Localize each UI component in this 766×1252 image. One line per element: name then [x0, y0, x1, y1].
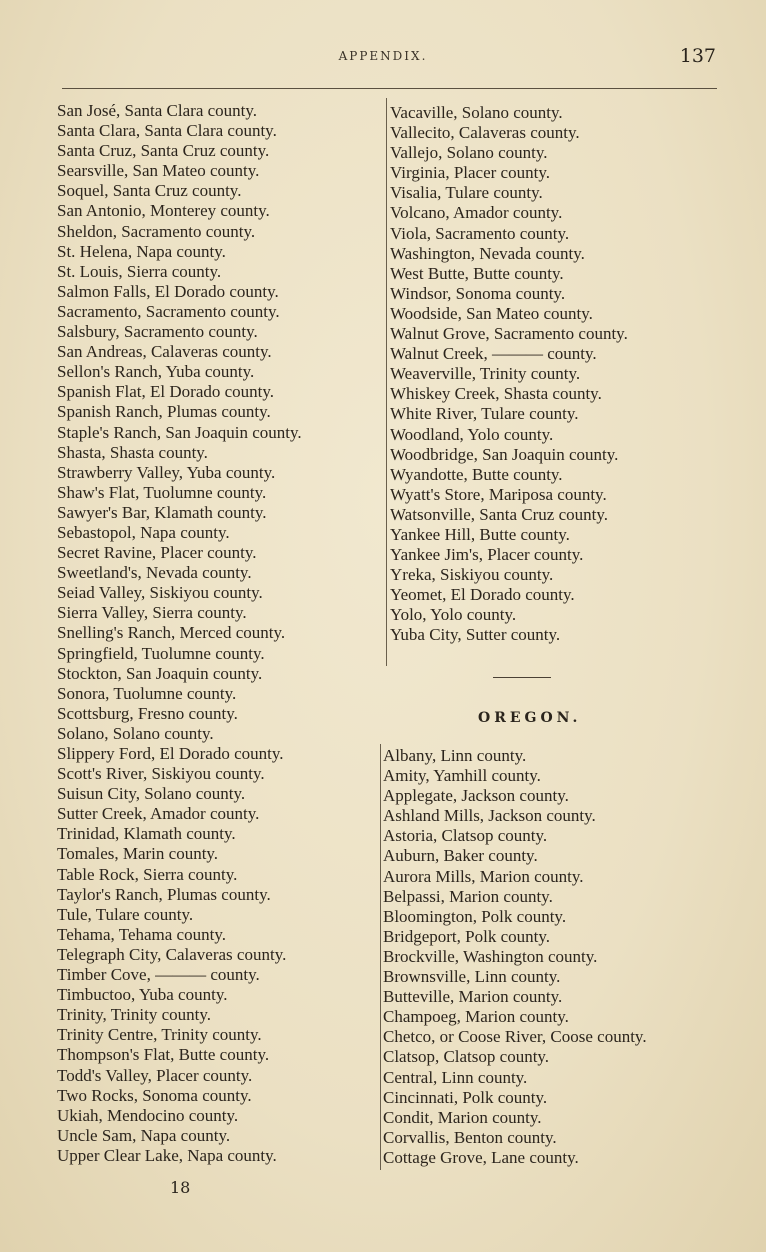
post-office-entry: Staple's Ranch, San Joaquin county.: [57, 422, 302, 442]
signature-mark: 18: [170, 1178, 191, 1197]
post-office-entry: Sebastopol, Napa county.: [57, 522, 230, 542]
post-office-entry: Two Rocks, Sonoma county.: [57, 1085, 252, 1105]
post-office-entry: Seiad Valley, Siskiyou county.: [57, 583, 263, 603]
post-office-entry: Vallecito, Calaveras county.: [390, 123, 580, 143]
post-office-entry: Sawyer's Bar, Klamath county.: [57, 502, 267, 522]
post-office-entry: Uncle Sam, Napa county.: [57, 1125, 231, 1145]
post-office-entry: Yankee Hill, Butte county.: [390, 524, 570, 544]
post-office-entry: Astoria, Clatsop county.: [383, 826, 548, 846]
post-office-entry: Tomales, Marin county.: [57, 844, 219, 864]
post-office-entry: Yankee Jim's, Placer county.: [390, 545, 584, 565]
column-divider-top: [386, 98, 387, 666]
post-office-entry: Todd's Valley, Placer county.: [57, 1065, 253, 1085]
right-column-list-california: [390, 103, 628, 646]
post-office-entry: Cottage Grove, Lane county.: [383, 1147, 579, 1167]
post-office-entry: Corvallis, Benton county.: [383, 1127, 557, 1147]
post-office-entry: Vacaville, Solano county.: [390, 103, 563, 122]
post-office-entry: Wyatt's Store, Mariposa county.: [390, 484, 607, 504]
section-title-oregon: OREGON.: [478, 710, 582, 726]
post-office-entry: Aurora Mills, Marion county.: [383, 866, 584, 886]
post-office-entry: West Butte, Butte county.: [390, 263, 564, 283]
post-office-entry: Strawberry Valley, Yuba county.: [57, 462, 276, 482]
post-office-entry: Trinidad, Klamath county.: [57, 824, 236, 844]
post-office-entry: Suisun City, Solano county.: [57, 784, 246, 804]
post-office-entry: San José, Santa Clara county.: [57, 101, 258, 120]
post-office-entry: Telegraph City, Calaveras county.: [57, 944, 287, 964]
post-office-entry: Sellon's Ranch, Yuba county.: [57, 362, 255, 382]
post-office-entry: Snelling's Ranch, Merced county.: [57, 623, 286, 643]
post-office-entry: St. Helena, Napa county.: [57, 241, 226, 261]
post-office-entry: Sierra Valley, Sierra county.: [57, 603, 247, 623]
post-office-entry: Woodbridge, San Joaquin county.: [390, 444, 619, 464]
post-office-entry: Weaverville, Trinity county.: [390, 364, 581, 384]
post-office-entry: Solano, Solano county.: [57, 723, 214, 743]
post-office-entry: Tehama, Tehama county.: [57, 924, 226, 944]
post-office-entry: Table Rock, Sierra county.: [57, 864, 238, 884]
post-office-entry: Bloomington, Polk county.: [383, 906, 567, 926]
post-office-entry: Thompson's Flat, Butte county.: [57, 1045, 270, 1065]
post-office-entry: Woodland, Yolo county.: [390, 424, 554, 444]
post-office-entry: Santa Cruz, Santa Cruz county.: [57, 141, 270, 161]
post-office-entry: Ashland Mills, Jackson county.: [383, 806, 596, 826]
post-office-entry: Woodside, San Mateo county.: [390, 303, 593, 323]
post-office-entry: Spanish Ranch, Plumas county.: [57, 402, 271, 422]
post-office-entry: Windsor, Sonoma county.: [390, 283, 566, 303]
post-office-entry: Viola, Sacramento county.: [390, 223, 570, 243]
post-office-entry: Champoeg, Marion county.: [383, 1007, 569, 1027]
post-office-entry: Scott's River, Siskiyou county.: [57, 764, 265, 784]
post-office-entry: Salmon Falls, El Dorado county.: [57, 281, 279, 301]
post-office-entry: Central, Linn county.: [383, 1067, 528, 1087]
section-separator-rule: [493, 677, 551, 678]
post-office-entry: Virginia, Placer county.: [390, 163, 550, 183]
post-office-entry: San Antonio, Monterey county.: [57, 201, 270, 221]
post-office-entry: Tule, Tulare county.: [57, 904, 194, 924]
post-office-entry: Butteville, Marion county.: [383, 987, 563, 1007]
post-office-entry: Wyandotte, Butte county.: [390, 464, 563, 484]
post-office-entry: Timber Cove, ——— county.: [57, 965, 260, 985]
post-office-entry: Santa Clara, Santa Clara county.: [57, 121, 277, 141]
post-office-entry: Upper Clear Lake, Napa county.: [57, 1145, 277, 1165]
post-office-entry: Clatsop, Clatsop county.: [383, 1047, 550, 1067]
post-office-entry: Ukiah, Mendocino county.: [57, 1105, 239, 1125]
post-office-entry: Salsbury, Sacramento county.: [57, 322, 258, 342]
post-office-entry: Albany, Linn county.: [383, 746, 527, 765]
post-office-entry: Visalia, Tulare county.: [390, 183, 543, 203]
post-office-entry: Sonora, Tuolumne county.: [57, 683, 237, 703]
post-office-entry: Sacramento, Sacramento county.: [57, 301, 280, 321]
column-divider-bottom: [380, 744, 381, 1170]
post-office-entry: Trinity Centre, Trinity county.: [57, 1025, 262, 1045]
post-office-entry: San Andreas, Calaveras county.: [57, 342, 272, 362]
post-office-entry: Shaw's Flat, Tuolumne county.: [57, 482, 267, 502]
post-office-entry: Whiskey Creek, Shasta county.: [390, 384, 602, 404]
post-office-entry: Sutter Creek, Amador county.: [57, 804, 260, 824]
post-office-entry: Yreka, Siskiyou county.: [390, 565, 554, 585]
post-office-entry: Sweetland's, Nevada county.: [57, 563, 252, 583]
post-office-entry: Chetco, or Coose River, Coose county.: [383, 1027, 647, 1047]
post-office-entry: Trinity, Trinity county.: [57, 1005, 211, 1025]
post-office-entry: Volcano, Amador county.: [390, 203, 563, 223]
post-office-entry: Shasta, Shasta county.: [57, 442, 208, 462]
right-column-list-oregon: [383, 746, 647, 1168]
post-office-entry: Brownsville, Linn county.: [383, 967, 561, 987]
post-office-entry: Condit, Marion county.: [383, 1107, 542, 1127]
post-office-entry: Cincinnati, Polk county.: [383, 1087, 548, 1107]
running-header: APPENDIX.: [338, 49, 428, 63]
post-office-entry: Applegate, Jackson county.: [383, 786, 569, 806]
post-office-entry: Yuba City, Sutter county.: [390, 625, 561, 645]
post-office-entry: Slippery Ford, El Dorado county.: [57, 744, 284, 763]
post-office-entry: Yeomet, El Dorado county.: [390, 585, 575, 605]
post-office-entry: Yolo, Yolo county.: [390, 605, 517, 625]
post-office-entry: Stockton, San Joaquin county.: [57, 663, 263, 683]
page-number: 137: [679, 45, 716, 67]
post-office-entry: Walnut Creek, ——— county.: [390, 344, 597, 364]
post-office-entry: Scottsburg, Fresno county.: [57, 703, 238, 723]
post-office-entry: Auburn, Baker county.: [383, 846, 538, 866]
post-office-entry: Vallejo, Solano county.: [390, 143, 548, 163]
post-office-entry: Timbuctoo, Yuba county.: [57, 985, 228, 1005]
header-rule: [62, 88, 717, 89]
post-office-entry: St. Louis, Sierra county.: [57, 261, 222, 281]
post-office-entry: Walnut Grove, Sacramento county.: [390, 324, 628, 344]
post-office-entry: Sheldon, Sacramento county.: [57, 221, 256, 241]
post-office-entry: Amity, Yamhill county.: [383, 766, 541, 786]
post-office-entry: Secret Ravine, Placer county.: [57, 543, 257, 563]
post-office-entry: White River, Tulare county.: [390, 404, 579, 424]
post-office-entry: Watsonville, Santa Cruz county.: [390, 504, 609, 524]
post-office-entry: Spanish Flat, El Dorado county.: [57, 382, 275, 402]
post-office-entry: Belpassi, Marion county.: [383, 886, 553, 906]
post-office-entry: Soquel, Santa Cruz county.: [57, 181, 242, 201]
post-office-entry: Washington, Nevada county.: [390, 243, 585, 263]
post-office-entry: Bridgeport, Polk county.: [383, 926, 550, 946]
left-column-list: [57, 101, 302, 1166]
post-office-entry: Taylor's Ranch, Plumas county.: [57, 884, 271, 904]
post-office-entry: Searsville, San Mateo county.: [57, 161, 260, 181]
post-office-entry: Brockville, Washington county.: [383, 946, 598, 966]
post-office-entry: Springfield, Tuolumne county.: [57, 643, 265, 663]
